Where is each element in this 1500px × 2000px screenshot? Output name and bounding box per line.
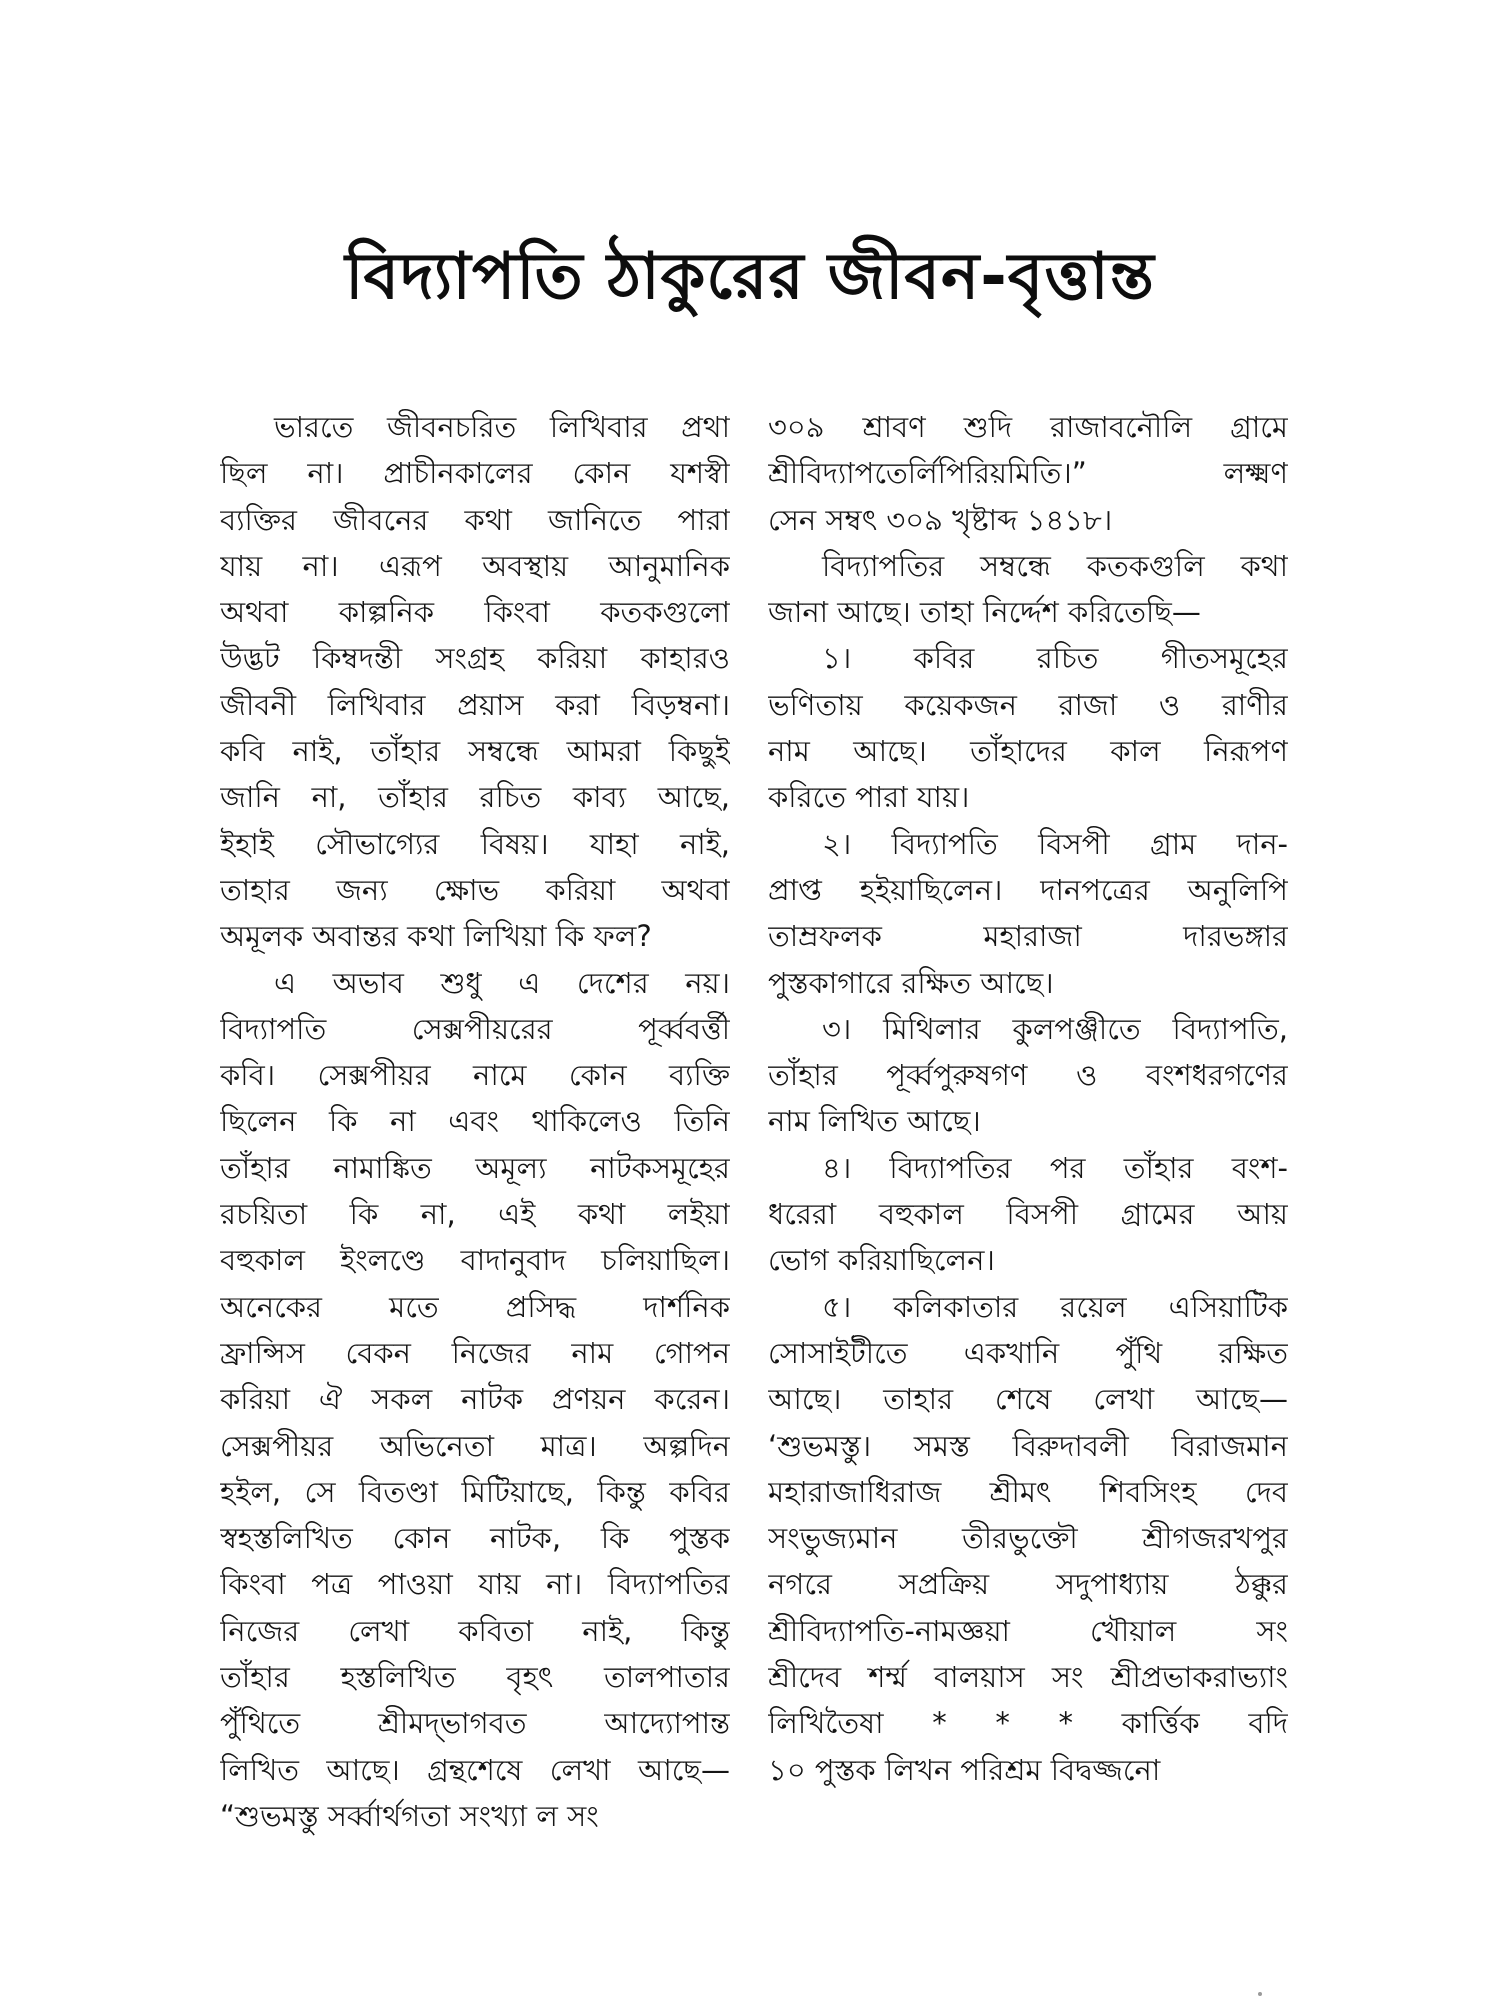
text-line: নাম আছে। তাঁহাদের কাল নিরূপণ — [768, 734, 1288, 769]
text-line: এ অভাব শুধু এ দেশের নয়। — [274, 965, 730, 1000]
text-line: বহুকাল ইংলণ্ডে বাদানুবাদ চলিয়াছিল। — [220, 1243, 730, 1278]
text-line: “শুভমস্তু সর্ব্বার্থগতা সংখ্যা ল সং — [220, 1798, 599, 1833]
text-line: মহারাজাধিরাজ শ্রীমৎ শিবসিংহ দেব — [768, 1474, 1288, 1509]
text-line: কিংবা পত্র পাওয়া যায় না। বিদ্যাপতির — [220, 1567, 730, 1602]
text-line: তাম্রফলক মহারাজা দারভঙ্গার — [768, 919, 1288, 954]
page-title: বিদ্যাপতি ঠাকুরের জীবন-বৃত্তান্ত — [345, 240, 1155, 314]
text-line: অনেকের মতে প্রসিদ্ধ দার্শনিক — [220, 1289, 730, 1324]
text-line: ভোগ করিয়াছিলেন। — [768, 1243, 995, 1278]
text-line: উদ্ভট কিম্বদন্তী সংগ্রহ করিয়া কাহারও — [220, 641, 730, 676]
text-line: ১০ পুস্তক লিখন পরিশ্রম বিদ্বজ্জনো — [768, 1752, 1161, 1787]
text-line: নগরে সপ্রক্রিয় সদুপাধ্যায় ঠক্কুর — [768, 1567, 1288, 1602]
text-line: ৫। কলিকাতার রয়েল এসিয়াটিক — [822, 1289, 1288, 1324]
paper-speck — [1258, 1992, 1262, 1996]
paragraph — [768, 1284, 1288, 1793]
text-line: সোসাইটীতে একখানি পুঁথি রক্ষিত — [768, 1335, 1288, 1370]
paragraph — [768, 404, 1288, 543]
text-line: সেন সম্বৎ ৩০৯ খৃষ্টাব্দ ১৪১৮। — [768, 502, 1113, 537]
text-line: ২। বিদ্যাপতি বিসপী গ্রাম দান- — [822, 826, 1288, 861]
paragraph — [768, 821, 1288, 1006]
text-line: শ্রীবিদ্যাপতি-নামজ্ঞয়া খৌয়াল সং — [768, 1613, 1288, 1648]
text-line: তাহার জন্য ক্ষোভ করিয়া অথবা — [220, 872, 730, 907]
text-line: রচয়িতা কি না, এই কথা লইয়া — [220, 1197, 730, 1232]
left-column — [220, 404, 730, 1839]
text-line: লিখিতৈষা * * * কার্ত্তিক বদি — [768, 1706, 1288, 1741]
text-line: ৪। বিদ্যাপতির পর তাঁহার বংশ- — [822, 1150, 1288, 1185]
text-line: স্বহস্তলিখিত কোন নাটক, কি পুস্তক — [220, 1521, 730, 1556]
text-line: শ্রীবিদ্যাপতের্লিপিরিয়মিতি।” লক্ষ্মণ — [768, 456, 1288, 491]
text-line: ছিলেন কি না এবং থাকিলেও তিনি — [220, 1104, 730, 1139]
text-line: জানি না, তাঁহার রচিত কাব্য আছে, — [220, 780, 730, 815]
text-line: সেক্সপীয়র অভিনেতা মাত্র। অল্পদিন — [220, 1428, 730, 1463]
text-line: বিদ্যাপতির সম্বন্ধে কতকগুলি কথা — [822, 548, 1288, 583]
text-line: শ্রীদেব শর্ম্ম বালয়াস সং শ্রীপ্রভাকরাভ্যাং — [768, 1660, 1288, 1695]
text-line: ভারতে জীবনচরিত লিখিবার প্রথা — [274, 410, 730, 444]
text-line: পুঁথিতে শ্রীমদ্‌ভাগবত আদ্যোপান্ত — [220, 1706, 730, 1741]
paragraph — [768, 1145, 1288, 1284]
text-line: ৩০৯ শ্রাবণ শুদি রাজাবনৌলি গ্রামে — [768, 410, 1288, 444]
text-line: ১। কবির রচিত গীতসমূহের — [822, 641, 1288, 676]
text-line: সংভুজ্যমান তীরভুক্তৌ শ্রীগজরখপুর — [768, 1521, 1288, 1556]
text-line: হইল, সে বিতণ্ডা মিটিয়াছে, কিন্তু কবির — [220, 1474, 730, 1509]
text-line: লিখিত আছে। গ্রন্থশেষে লেখা আছে— — [220, 1752, 730, 1787]
text-line: কবি। সেক্সপীয়র নামে কোন ব্যক্তি — [220, 1058, 730, 1093]
text-line: ব্যক্তির জীবনের কথা জানিতে পারা — [220, 502, 730, 537]
paragraph — [768, 543, 1288, 636]
text-line: প্রাপ্ত হইয়াছিলেন। দানপত্রের অনুলিপি — [768, 872, 1288, 907]
text-line: কবি নাই, তাঁহার সম্বন্ধে আমরা কিছুই — [220, 734, 730, 769]
text-line: ভণিতায় কয়েকজন রাজা ও রাণীর — [768, 687, 1288, 722]
text-line: পুস্তকাগারে রক্ষিত আছে। — [768, 965, 1054, 1000]
text-line: জানা আছে। তাহা নির্দ্দেশ করিতেছি— — [768, 595, 1201, 630]
text-line: অথবা কাল্পনিক কিংবা কতকগুলো — [220, 595, 730, 630]
text-line: তাঁহার পূর্ব্বপুরুষগণ ও বংশধরগণের — [768, 1058, 1288, 1093]
text-line: করিতে পারা যায়। — [768, 780, 970, 815]
text-line: তাঁহার হস্তলিখিত বৃহৎ তালপাতার — [220, 1660, 730, 1695]
text-line: ছিল না। প্রাচীনকালের কোন যশস্বী — [220, 456, 730, 491]
text-line: আছে। তাহার শেষে লেখা আছে— — [768, 1382, 1288, 1417]
text-line: করিয়া ঐ সকল নাটক প্রণয়ন করেন। — [220, 1382, 730, 1417]
text-line: ৩। মিথিলার কুলপঞ্জীতে বিদ্যাপতি, — [822, 1011, 1288, 1046]
text-line: বিদ্যাপতি সেক্সপীয়রের পূর্ব্ববর্ত্তী — [220, 1011, 730, 1046]
text-line: ফ্রান্সিস বেকন নিজের নাম গোপন — [220, 1335, 730, 1370]
right-column — [768, 404, 1288, 1793]
text-line: তাঁহার নামাঙ্কিত অমূল্য নাটকসমূহের — [220, 1150, 730, 1185]
text-line: জীবনী লিখিবার প্রয়াস করা বিড়ম্বনা। — [220, 687, 730, 722]
text-line: ‘শুভমস্তু। সমস্ত বিরুদাবলী বিরাজমান — [768, 1428, 1288, 1463]
paragraph — [768, 635, 1288, 820]
paragraph — [220, 404, 730, 960]
text-line: অমূলক অবান্তর কথা লিখিয়া কি ফল? — [220, 919, 652, 954]
text-line: ইহাই সৌভাগ্যের বিষয়। যাহা নাই, — [220, 826, 730, 861]
paragraph — [220, 960, 730, 1840]
text-line: ধরেরা বহুকাল বিসপী গ্রামের আয় — [768, 1197, 1288, 1232]
text-line: নিজের লেখা কবিতা নাই, কিন্তু — [220, 1613, 730, 1648]
paragraph — [768, 1006, 1288, 1145]
text-line: যায় না। এরূপ অবস্থায় আনুমানিক — [220, 548, 730, 583]
text-line: নাম লিখিত আছে। — [768, 1104, 981, 1139]
